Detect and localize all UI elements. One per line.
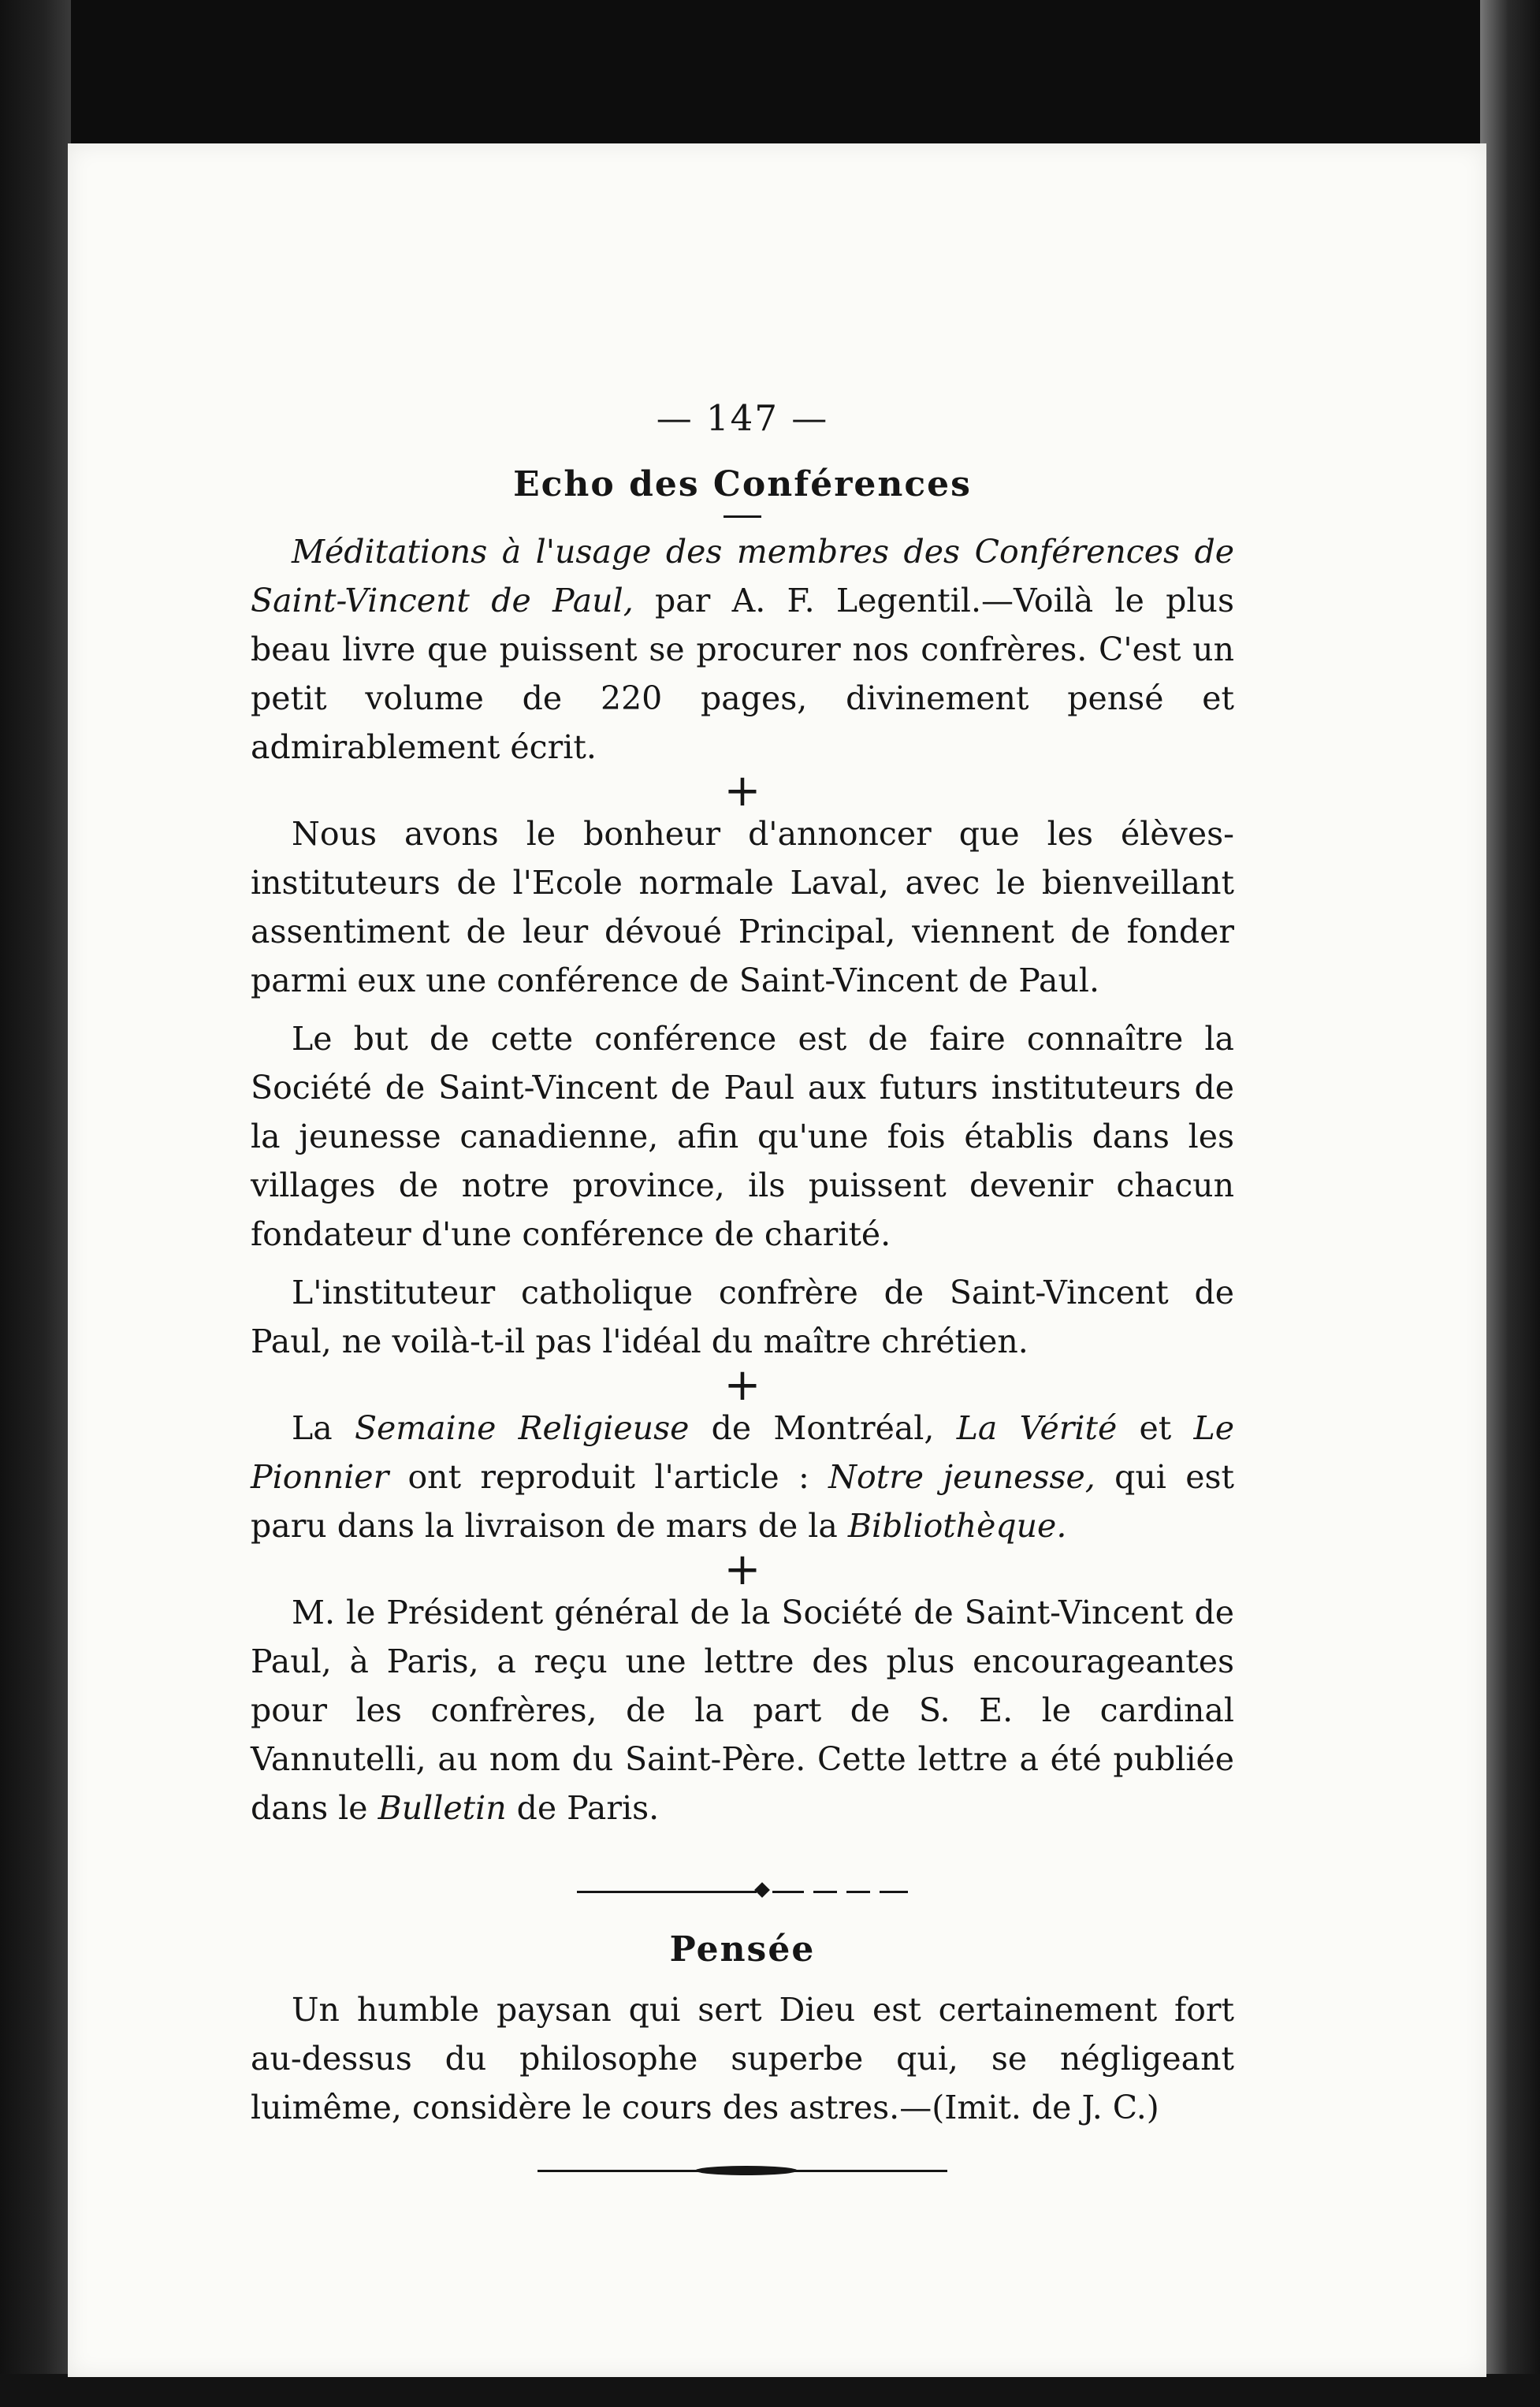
paragraph-text: M. le Président général de la Société de Saint-Vincent de Paul, à Paris, a reçu une lettre des plus encourageantes pour les confrères, de la part de S. E. le cardinal Vannutelli, au nom du Saint-Père. Cette lettre a été publiée dans le: [251, 1594, 1234, 1827]
separator-cross: +: [724, 765, 761, 817]
article-title: Notre jeunesse,: [828, 1458, 1095, 1496]
paragraph-meditations: [251, 527, 1234, 772]
ornamental-divider: [577, 1880, 908, 1903]
section-title: Echo des Conférences: [513, 464, 972, 504]
paragraph-announcement: Nous avons le bonheur d'annoncer que les élèves-instituteurs de l'Ecole normale Laval, avec le bienveillant assentiment de leur dévoué Principal, viennent de fonder parmi eux une conférence de Saint-Vincent de Paul.: [251, 815, 1234, 999]
separator-cross: +: [724, 1360, 761, 1411]
scan-border-bottom: [0, 2374, 1540, 2407]
publication-title: Bulletin: [378, 1789, 507, 1827]
end-divider: [538, 2160, 947, 2184]
publication-title: La Vérité: [956, 1409, 1118, 1447]
paragraph-text: La: [292, 1409, 355, 1447]
paragraph-president: [251, 1588, 1234, 1832]
paragraph-instituteur: L'instituteur catholique confrère de Saint-Vincent de Paul, ne voilà-t-il pas l'idéal du maître chrétien.: [251, 1274, 1234, 1360]
paragraph-text: ont reproduit l'article :: [389, 1458, 829, 1496]
page-content: [251, 394, 1234, 2184]
paragraph-text: par A. F. Legentil.—Voilà le plus beau livre que puissent se procurer nos confrères. C'est un petit volume de 220 pages, divinement pensé et admirablement écrit.: [251, 582, 1234, 766]
pensee-title: Pensée: [669, 1929, 816, 1970]
publication-title: Semaine Religieuse: [354, 1409, 690, 1447]
paragraph-text: qui est paru dans la livraison de mars de la: [251, 1458, 1235, 1545]
book-title: Méditations à l'usage des membres des Conférences de Saint-Vincent de Paul,: [251, 533, 1234, 619]
paragraph-text: de Paris.: [506, 1789, 660, 1827]
paragraph-press: [251, 1404, 1234, 1550]
publication-title: Le Pionnier: [251, 1409, 1235, 1496]
scan-border-right: [1480, 0, 1540, 2407]
scan-border-left: [0, 0, 71, 2407]
paragraph-purpose: Le but de cette conférence est de faire connaître la Société de Saint-Vincent de Paul aux futurs instituteurs de la jeunesse canadienne, afin qu'une fois établis dans les villages de notre province, ils puissent devenir chacun fondateur d'une conférence de charité.: [251, 1020, 1234, 1253]
title-dash: [724, 515, 761, 518]
paragraph-text: de Montréal,: [689, 1409, 957, 1447]
scan-border-top: [0, 0, 1540, 146]
paragraph-text: et: [1117, 1409, 1194, 1447]
pensee-quote: Un humble paysan qui sert Dieu est certainement fort au-dessus du philosophe superbe qui, se négligeant luimême, considère le cours des astres.—(Imit. de J. C.): [251, 1991, 1234, 2126]
page-number: — 147 —: [656, 397, 829, 439]
publication-title: Bibliothèque.: [847, 1507, 1067, 1545]
separator-cross: +: [724, 1544, 761, 1595]
